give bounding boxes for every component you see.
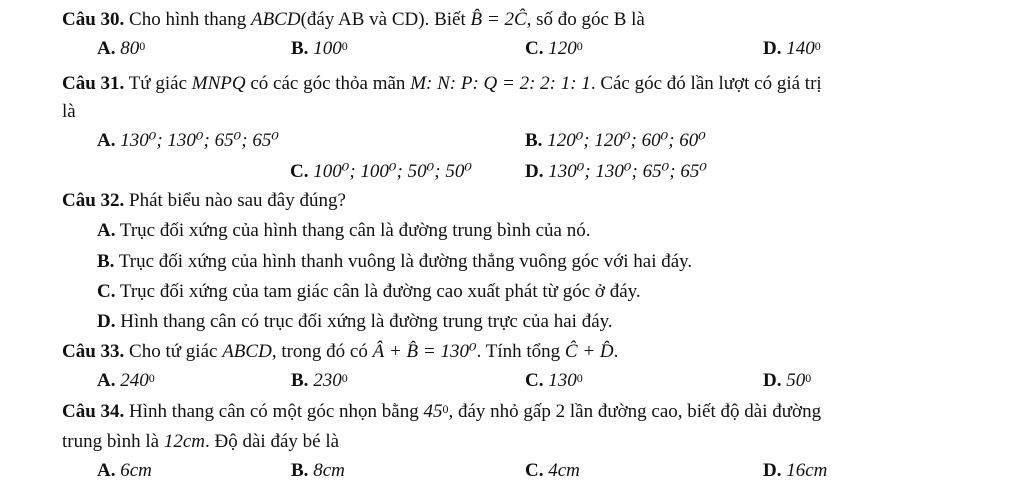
q32-option-d[interactable] (97, 311, 613, 333)
option-value: 140 (786, 38, 815, 59)
option-value: 100 (313, 38, 342, 59)
q30-option-b[interactable] (291, 38, 348, 60)
q31-ratio: M: N: P: Q = 2: 2: 1: 1 (410, 73, 591, 94)
option-value: 8cm (313, 460, 345, 481)
degree-sup: 0 (341, 39, 348, 53)
q31-option-b[interactable] (525, 130, 706, 152)
q33-text: Cho tứ giác (124, 341, 223, 362)
q31-text-c: . Các góc đó lần lượt có giá trị (590, 73, 822, 94)
option-value: 120⁰; 120⁰; 60⁰; 60⁰ (547, 130, 706, 151)
option-value: 240 (120, 370, 149, 391)
q33-stem (62, 341, 618, 363)
q31-mnpq: MNPQ (191, 73, 246, 94)
option-label: B. (291, 370, 309, 391)
option-value: 130⁰; 130⁰; 65⁰; 65⁰ (120, 130, 279, 151)
q30-number: Câu 30. (62, 9, 125, 30)
degree-sup: 0 (814, 39, 821, 53)
q32-option-a[interactable] (97, 220, 590, 242)
option-label: D. (97, 311, 116, 332)
degree-sup: 0 (576, 371, 583, 385)
option-value: 230 (313, 370, 342, 391)
q33-text-b: , trong đó có (271, 341, 373, 362)
q30-abcd: ABCD (250, 9, 301, 30)
option-value: 50 (786, 370, 806, 391)
option-label: B. (525, 130, 543, 151)
q31-text: Tứ giác (124, 73, 192, 94)
q31-number: Câu 31. (62, 73, 125, 94)
q33-option-c[interactable] (525, 370, 583, 392)
q30-option-a[interactable] (97, 38, 145, 60)
q34-option-b[interactable] (291, 460, 345, 482)
q30-formula: B̂ = 2Ĉ (470, 9, 527, 30)
q34-option-a[interactable] (97, 460, 152, 482)
q34-length: 12cm (163, 431, 206, 452)
option-value: 130 (548, 370, 577, 391)
degree-sup: 0 (341, 371, 348, 385)
q34-number: Câu 34. (62, 401, 125, 422)
q31-text-b: có các góc thỏa mãn (245, 73, 411, 94)
q34-option-c[interactable] (525, 460, 580, 482)
q32-text: Phát biểu nào sau đây đúng? (124, 190, 346, 211)
q32-number: Câu 32. (62, 190, 125, 211)
q34-text: Hình thang cân có một góc nhọn bằng (124, 401, 424, 422)
q34-text-c: trung bình là (62, 431, 164, 452)
q31-stem (62, 73, 822, 95)
degree-sup: 0 (805, 371, 812, 385)
option-value: 120 (548, 38, 577, 59)
q30-option-c[interactable] (525, 38, 583, 60)
option-label: B. (291, 460, 309, 481)
q30-text: Cho hình thang (124, 9, 251, 30)
degree-sup: 0 (442, 402, 449, 416)
option-label: D. (763, 38, 782, 59)
q31-option-c[interactable] (290, 161, 472, 183)
option-label: D. (763, 370, 782, 391)
option-value: Trục đối xứng của hình thang cân là đường trung bình của nó. (115, 220, 591, 241)
q30-stem (62, 9, 645, 31)
option-value: 16cm (786, 460, 828, 481)
q32-option-b[interactable] (97, 251, 692, 273)
option-label: B. (291, 38, 309, 59)
q34-option-d[interactable] (763, 460, 827, 482)
q33-number: Câu 33. (62, 341, 125, 362)
option-value: Trục đối xứng của hình thanh vuông là đường thẳng vuông góc với hai đáy. (114, 251, 693, 272)
option-label: D. (763, 460, 782, 481)
option-label: A. (97, 370, 116, 391)
q34-stem-cont (62, 431, 339, 453)
option-label: B. (97, 251, 115, 272)
q30-text-c: , số đo góc B là (526, 9, 645, 30)
degree-sup: 0 (139, 39, 146, 53)
degree-sup: 0 (576, 39, 583, 53)
option-label: C. (525, 370, 544, 391)
q33-option-b[interactable] (291, 370, 348, 392)
option-value: 80 (120, 38, 140, 59)
q32-stem (62, 190, 346, 212)
option-value: 100⁰; 100⁰; 50⁰; 50⁰ (313, 161, 472, 182)
option-label: C. (290, 161, 309, 182)
option-value: Trục đối xứng của tam giác cân là đường cao xuất phát từ góc ở đáy. (115, 281, 641, 302)
q33-option-a[interactable] (97, 370, 155, 392)
q31-option-a[interactable] (97, 130, 279, 152)
q34-text-b: , đáy nhỏ gấp 2 lần đường cao, biết độ dài đường (448, 401, 822, 422)
option-value: 4cm (548, 460, 580, 481)
q32-option-c[interactable] (97, 281, 641, 303)
option-label: D. (525, 161, 544, 182)
q34-angle: 45 (423, 401, 443, 422)
q34-stem (62, 401, 821, 423)
option-label: A. (97, 38, 116, 59)
degree-sup: 0 (148, 371, 155, 385)
q33-text-c: . Tính tổng (476, 341, 565, 362)
q33-abcd: ABCD (222, 341, 272, 362)
option-label: C. (525, 38, 544, 59)
option-label: C. (97, 281, 116, 302)
q33-text-d: . (613, 341, 619, 362)
q33-formula: Â + B̂ = 130⁰ (372, 341, 477, 362)
q34-text-d: . Độ dài đáy bé là (205, 431, 340, 452)
q33-option-d[interactable] (763, 370, 811, 392)
option-label: A. (97, 460, 116, 481)
q31-option-d[interactable] (525, 161, 707, 183)
q30-text-b: (đáy AB và CD). Biết (300, 9, 471, 30)
q30-option-d[interactable] (763, 38, 821, 60)
option-label: A. (97, 130, 116, 151)
option-label: A. (97, 220, 116, 241)
q31-stem-cont: là (62, 101, 76, 122)
option-value: 130⁰; 130⁰; 65⁰; 65⁰ (548, 161, 707, 182)
option-label: C. (525, 460, 544, 481)
option-value: Hình thang cân có trục đối xứng là đường trung trực của hai đáy. (115, 311, 613, 332)
q33-formula2: Ĉ + D̂ (564, 341, 614, 362)
option-value: 6cm (120, 460, 152, 481)
